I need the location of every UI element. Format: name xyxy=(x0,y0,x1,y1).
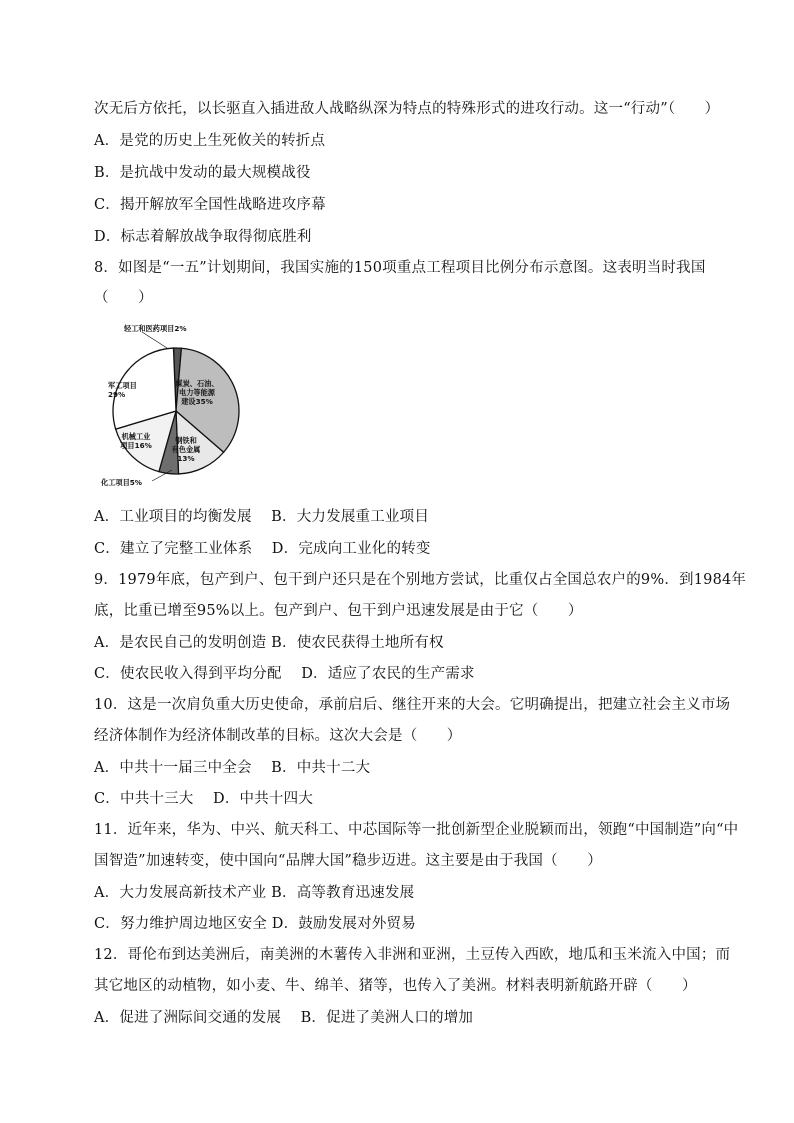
question-9: 9．1979年底，包产到户、包干到户还只是在个别地方尝试，比重仅占全国总农户的9%．到1984年 xyxy=(94,572,747,588)
question-10-cont: 经济体制作为经济体制改革的目标。这次大会是（ ） xyxy=(94,728,462,744)
option-d: D．标志着解放战争取得彻底胜利 xyxy=(94,229,312,245)
q10-options-cd: C．中共十三大 D．中共十四大 xyxy=(94,791,314,807)
q10-options-ab: A．中共十一届三中全会 B．中共十二大 xyxy=(94,760,371,776)
pie-label-4: 机械工业项目16% xyxy=(120,432,152,450)
question-11-cont: 国智造”加速转变，使中国向“品牌大国”稳步迈进。这主要是由于我国（ ） xyxy=(94,853,602,869)
q8-options-cd: C．建立了完整工业体系 D．完成向工业化的转变 xyxy=(94,541,431,557)
leader-line-0 xyxy=(142,332,167,348)
question-12-cont: 其它地区的动植物，如小麦、牛、绵羊、猪等，也传入了美洲。材料表明新航路开辟（ ） xyxy=(94,978,697,994)
pie-label-0: 轻工和医药项目2% xyxy=(124,324,187,333)
q9-options-cd: C．使农民收入得到平均分配 D．适应了农民的生产需求 xyxy=(94,666,475,682)
question-8: 8．如图是“一五”计划期间，我国实施的150项重点工程项目比例分布示意图。这表明当时我国 xyxy=(94,260,706,276)
pie-label-3: 化工项目5% xyxy=(101,478,142,487)
q11-options-ab: A．大力发展高新技术产业 B．高等教育迅速发展 xyxy=(94,885,415,901)
q12-options-ab: A．促进了洲际间交通的发展 B．促进了美洲人口的增加 xyxy=(94,1010,474,1026)
question-9-cont: 底，比重已增至95%以上。包产到户、包干到户迅速发展是由于它（ ） xyxy=(94,603,583,619)
question-8-blank: （ ） xyxy=(94,290,153,306)
option-a: A．是党的历史上生死攸关的转折点 xyxy=(94,133,326,149)
question-12: 12．哥伦布到达美洲后，南美洲的木薯传入非洲和亚洲，土豆传入西欧，地瓜和玉米流入中国；而 xyxy=(94,947,731,963)
pie-chart xyxy=(94,322,244,492)
q11-options-cd: C．努力维护周边地区安全 D．鼓励发展对外贸易 xyxy=(94,916,416,932)
question-11: 11．近年来，华为、中兴、航天科工、中芯国际等一批创新型企业脱颖而出，领跑“中国制造”向“中 xyxy=(94,822,739,838)
text-line: 次无后方依托，以长驱直入插进敌人战略纵深为特点的特殊形式的进攻行动。这一“行动”（ ） xyxy=(94,101,720,117)
option-c: C．揭开解放军全国性战略进攻序幕 xyxy=(94,197,326,213)
q8-options-ab: A．工业项目的均衡发展 B．大力发展重工业项目 xyxy=(94,509,430,525)
pie-label-1: 煤炭、石油、电力等能源建设35% xyxy=(175,379,219,406)
pie-label-2: 钢铁和有色金属 13% xyxy=(171,436,201,463)
question-10: 10．这是一次肩负重大历史使命，承前启后、继往开来的大会。它明确提出，把建立社会主义市场 xyxy=(94,697,731,713)
q9-options-ab: A．是农民自己的发明创造 B．使农民获得土地所有权 xyxy=(94,635,444,651)
pie-label-5: 军工项目 29% xyxy=(108,381,137,399)
option-b: B．是抗战中发动的最大规模战役 xyxy=(94,165,311,181)
